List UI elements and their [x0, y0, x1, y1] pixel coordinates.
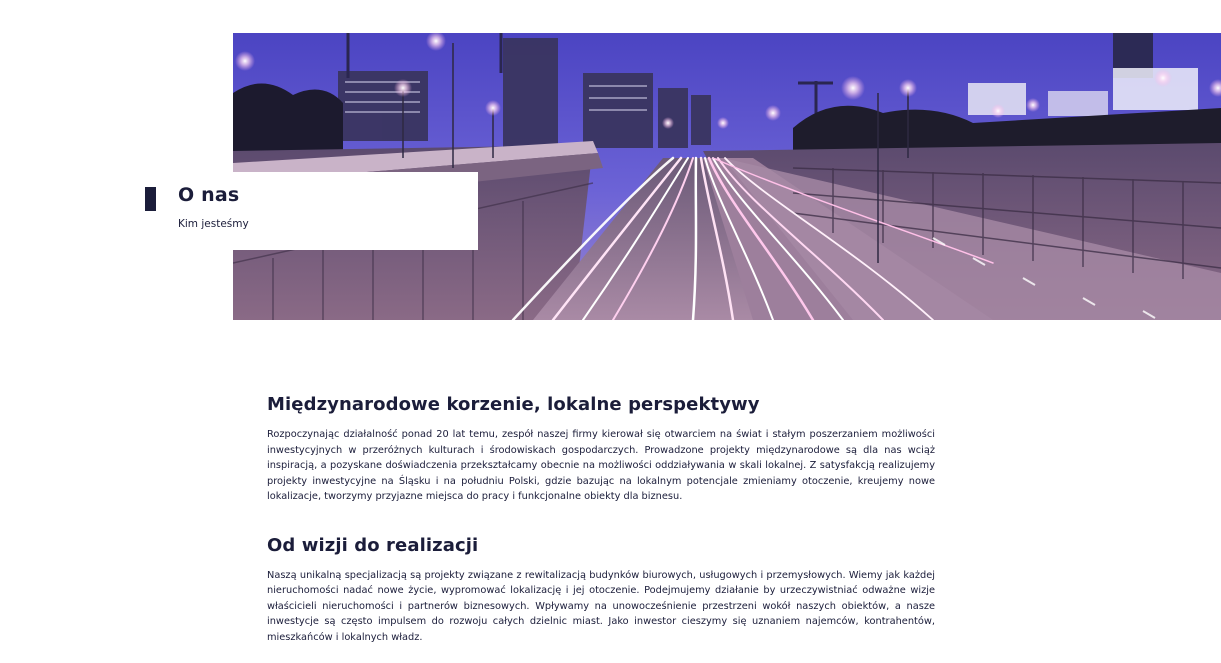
page-subtitle: Kim jesteśmy	[178, 218, 249, 230]
section-international-roots	[267, 394, 935, 505]
content	[267, 394, 935, 645]
section-body: Rozpoczynając działalność ponad 20 lat temu, zespół naszej firmy kierował się otwarciem na świat i stałym poszerzaniem możliwości inwestycyjnych w przeróżnych kulturach i środowiskach gospodarczych. Prowadzone projekty międzynarodowe są dla nas wciąż inspiracją, a pozyskane doświadczenia przekształcamy obecnie na możliwości oddziaływania w skali lokalnej. Z satysfakcją realizujemy projekty inwestycyjne na Śląsku i na południu Polski, gdzie bazując na lokalnym potencjale zmieniamy otoczenie, kreujemy nowe lokalizacje, tworzymy przyjazne miejsca do pracy i funkcjonalne obiekty dla biznesu.	[267, 429, 935, 502]
page-title: O nas	[178, 184, 240, 206]
section-body: Naszą unikalną specjalizacją są projekty związane z rewitalizacją budynków biurowych, usługowych i przemysłowych. Wiemy jak każdej nieruchomości nadać nowe życie, wypromować lokalizację i jej otoczenie. Podejmujemy działanie by urzeczywistniać odważne wizje właścicieli nieruchomości i partnerów biznesowych. Wpływamy na unowocześnienie przestrzeni wokół naszych obiektów, a nasze inwestycje są często impulsem do rozwoju całych dzielnic miast. Jako inwestor cieszymy się uznaniem najemców, kontrahentów, mieszkańców i lokalnych władz.	[267, 569, 935, 643]
title-accent-bar	[145, 187, 156, 211]
section-heading: Międzynarodowe korzenie, lokalne perspektywy	[267, 394, 760, 415]
section-vision-to-realization	[267, 535, 935, 646]
section-heading: Od wizji do realizacji	[267, 534, 479, 556]
